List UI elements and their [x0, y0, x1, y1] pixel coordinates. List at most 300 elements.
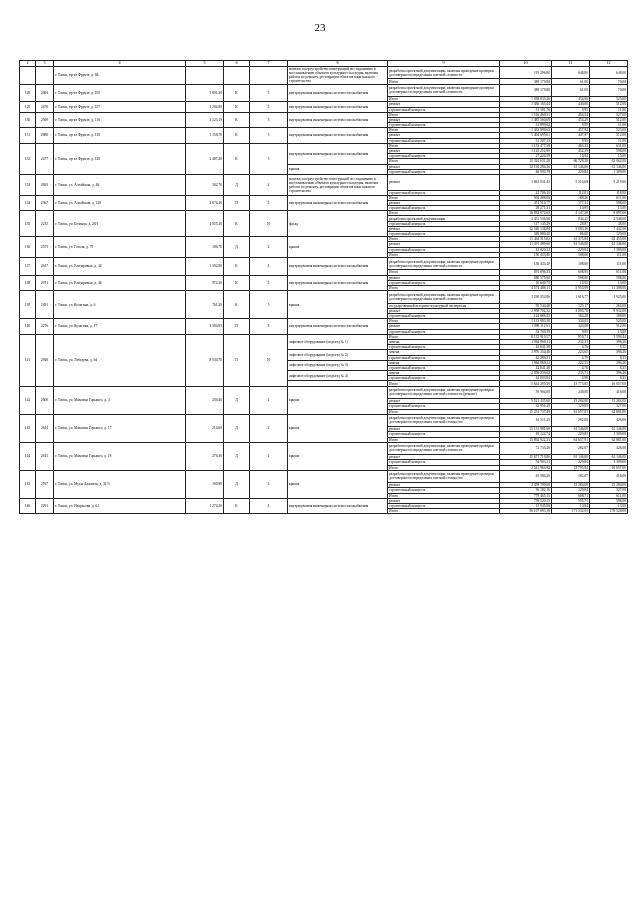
cost-value: 42 041,38 — [500, 365, 552, 370]
work-type: строительный контроль — [388, 123, 500, 128]
max-unit-cost: 1 309,00 — [590, 169, 628, 174]
col-header: 5 — [186, 61, 224, 67]
work-type: разработка проектной документации — [388, 216, 500, 221]
max-unit-cost: 16 057,00 — [590, 381, 628, 386]
unit-cost: 595,71 — [552, 498, 590, 503]
max-unit-cost: 15 284,00 — [590, 399, 628, 404]
max-unit-cost: 396,26 — [590, 371, 628, 376]
cost-value: 72 733,26 — [500, 442, 552, 454]
unit-cost: 129,84 — [552, 488, 590, 493]
house-id: 2617 — [36, 257, 54, 275]
max-unit-cost: 61 146,00 — [590, 455, 628, 460]
cost-value: 1 433 899,62 — [500, 128, 552, 133]
wall-material: Д — [224, 174, 250, 195]
unit-cost: 9,95 — [552, 329, 590, 334]
cost-value: 61 511,25 — [500, 414, 552, 426]
work-type: ремонт — [388, 226, 500, 231]
max-unit-cost: 512,00 — [590, 324, 628, 329]
work-element: лифтовое оборудование (подъезд № 3) — [288, 360, 388, 370]
unit-cost: 28,87 — [552, 221, 590, 226]
unit-cost: 4,79 — [552, 355, 590, 360]
col-header: 11 — [552, 61, 590, 67]
max-unit-cost: 631,00 — [590, 143, 628, 148]
unit-cost: 61,00 — [552, 84, 590, 96]
unit-cost: 1 616,77 — [552, 291, 590, 303]
work-type: строительный контроль — [388, 138, 500, 143]
work-type: Итого — [388, 159, 500, 164]
floors: 5 — [250, 143, 288, 174]
work-element: крыша — [288, 442, 388, 470]
unit-cost: 4,76 — [552, 365, 590, 370]
total-area: 761,20 — [186, 291, 224, 319]
cost-value: 389 179,80 — [500, 79, 552, 84]
max-unit-cost: 13,00 — [590, 503, 628, 508]
max-unit-cost: 61 146,00 — [590, 427, 628, 432]
cost-value: 779 465,15 — [500, 493, 552, 498]
row-number: 135 — [20, 211, 36, 237]
work-type: строительный контроль — [388, 329, 500, 334]
work-type: Итого — [388, 252, 500, 257]
cost-value: 1 516 460,31 — [500, 112, 552, 117]
row-number: 145 — [20, 470, 36, 498]
max-unit-cost: 598,00 — [590, 149, 628, 154]
cost-value: 22 706,10 — [500, 190, 552, 195]
unit-cost: 15 775,85 — [552, 381, 590, 386]
work-type: Итого — [388, 97, 500, 102]
max-unit-cost: 129,00 — [590, 232, 628, 237]
house-id: 2767 — [36, 470, 54, 498]
unit-cost: 9,95 — [552, 138, 590, 143]
wall-material: Д — [224, 237, 250, 258]
max-unit-cost: 1 309,00 — [590, 432, 628, 437]
unit-cost: 454,29 — [552, 117, 590, 122]
cost-value: 5 634 295,39 — [500, 381, 552, 386]
cost-value: 31 899,62 — [500, 123, 552, 128]
total-area: 302,70 — [186, 174, 224, 195]
max-unit-cost: 11 308,00 — [590, 286, 628, 291]
cost-value: 580 575,60 — [500, 275, 552, 280]
work-element: внутридомовая инженерная система газоснабжения — [288, 319, 388, 335]
unit-cost: 15 284,00 — [552, 483, 590, 488]
wall-material: К — [224, 112, 250, 128]
row-number: 143 — [20, 414, 36, 442]
floors: 4 — [250, 498, 288, 514]
work-element: внутридомовая инженерная система газоснабжения — [288, 112, 388, 128]
col-header: 12 — [590, 61, 628, 67]
wall-material: К — [224, 128, 250, 144]
total-area: 1 392,80 — [186, 257, 224, 275]
work-type: строительный контроль — [388, 221, 500, 226]
total-area: 3 158,70 — [186, 128, 224, 144]
cost-value: 2 459 199,60 — [500, 483, 552, 488]
floors: 5 — [250, 102, 288, 112]
work-element: внутридомовая инженерная система газоснабжения — [288, 257, 388, 275]
max-unit-cost: 327,00 — [590, 404, 628, 409]
cost-value: 59 904,00 — [500, 386, 552, 398]
table-body — [20, 67, 628, 514]
cost-value: 15 251 737,49 — [500, 409, 552, 414]
house-id — [36, 67, 54, 85]
cost-value: 32 956,29 — [500, 404, 552, 409]
house-id: 2615 — [36, 442, 54, 470]
max-unit-cost: 62 881,00 — [590, 437, 628, 442]
cost-value: 503 488,08 — [500, 195, 552, 200]
max-unit-cost: 598,00 — [590, 200, 628, 205]
work-element: монтаж и переустройство конструкций по сохранению и восстановлению объектов культурного наследия, включая работы по ремонту, реставрации объектов капитального строительства — [288, 174, 388, 195]
work-type: Итого — [388, 270, 500, 275]
unit-cost: 844,25 — [552, 216, 590, 221]
unit-cost: 61 657,91 — [552, 409, 590, 414]
wall-material: Д — [224, 442, 250, 470]
max-unit-cost: 527,00 — [590, 112, 628, 117]
row-number: 144 — [20, 442, 36, 470]
cost-value: 2 541 964,92 — [500, 465, 552, 470]
max-unit-cost: 8,35 — [590, 355, 628, 360]
max-unit-cost: 327,00 — [590, 488, 628, 493]
table-row — [20, 470, 628, 482]
cost-value: 16 832 072,63 — [500, 211, 552, 216]
work-element: внутридомовая инженерная система газоснабжения — [288, 128, 388, 144]
address: г. Томск, ул. Гоголя, д. 79 — [54, 237, 186, 258]
cost-value: 31 207,23 — [500, 138, 552, 143]
floors: 5 — [250, 275, 288, 291]
house-id: 2477 — [36, 143, 54, 174]
house-id: 2276 — [36, 319, 54, 335]
cost-value: 1 061 031,45 — [500, 174, 552, 190]
cost-value: 1 485 560,69 — [500, 117, 552, 122]
unit-cost: 598,00 — [552, 275, 590, 280]
work-element: крыша — [288, 291, 388, 319]
max-unit-cost: 62 881,00 — [590, 409, 628, 414]
address: г. Томск, пр-кт Фрунзе, д. 6Б — [54, 67, 186, 85]
cost-value: 95 544,40 — [500, 303, 552, 308]
floors: 5 — [250, 84, 288, 102]
table-row — [20, 195, 628, 200]
floors: 3 — [250, 470, 288, 498]
unit-cost: 434,96 — [552, 97, 590, 102]
floors: 5 — [250, 291, 288, 319]
address: г. Томск, пр-кт Фрунзе, д. 116 — [54, 112, 186, 128]
max-unit-cost: 598,00 — [590, 275, 628, 280]
work-type: строительный контроль — [388, 432, 500, 437]
house-id: 2569 — [36, 112, 54, 128]
address: г. Томск, ул. Елизаровых, д. 44 — [54, 257, 186, 275]
wall-material: П — [224, 319, 250, 335]
work-type: строительный контроль — [388, 355, 500, 360]
cost-value: 15 671 719,80 — [500, 455, 552, 460]
address: г. Томск, ул. Лебедева, д. 64 — [54, 334, 186, 386]
work-type: ремонт — [388, 149, 500, 154]
work-element: лифтовое оборудование (подъезд № 1) — [288, 334, 388, 350]
cost-value: 1 976 154,46 — [500, 350, 552, 355]
work-element: лифтовое оборудование (подъезд № 4) — [288, 371, 388, 381]
row-number: 128 — [20, 84, 36, 102]
col-header: 2 — [20, 61, 36, 67]
unit-cost: 10,94 — [552, 503, 590, 508]
total-area: 8 530,70 — [186, 334, 224, 386]
cost-value: 119 296,80 — [500, 67, 552, 79]
col-header: 7 — [250, 61, 288, 67]
unit-cost: 240,00 — [552, 386, 590, 398]
work-element: крыша — [288, 164, 388, 174]
unit-cost: 61 146,00 — [552, 427, 590, 432]
house-id: 2614 — [36, 414, 54, 442]
work-type: строительный контроль — [388, 503, 500, 508]
max-unit-cost: 8 932,00 — [590, 308, 628, 313]
unit-cost: 222,53 — [552, 360, 590, 365]
wall-material: К — [224, 84, 250, 102]
cost-value: 3 451 536,90 — [500, 216, 552, 221]
work-type: замена — [388, 339, 500, 344]
cost-value: 150 433,40 — [500, 252, 552, 257]
table-row — [20, 143, 628, 148]
work-type: ремонт — [388, 498, 500, 503]
address: г. Томск, ул. Беленца, д. 28/1 — [54, 211, 186, 237]
max-unit-cost: 5 219,00 — [590, 174, 628, 190]
house-id: 2575 — [36, 237, 54, 258]
cost-value: 1 436 165,44 — [500, 102, 552, 107]
work-type: строительный контроль — [388, 107, 500, 112]
max-unit-cost: 611,00 — [590, 493, 628, 498]
total-area: 2 487,40 — [186, 143, 224, 174]
max-unit-cost: 13,00 — [590, 280, 628, 285]
max-unit-cost: 70,00 — [590, 84, 628, 96]
unit-cost: 15 284,00 — [552, 399, 590, 404]
cost-value: 44 003,84 — [500, 376, 552, 381]
work-type: ремонт — [388, 308, 500, 313]
unit-cost: 108,00 — [552, 252, 590, 257]
unit-cost: 5 214,69 — [552, 174, 590, 190]
unit-cost: 232,33 — [552, 339, 590, 344]
work-type: разработка проектной документации, включая проведение проверки достоверности определения сметной стоимости — [388, 67, 500, 79]
max-unit-cost: 63 062,00 — [590, 159, 628, 164]
col-header: 3 — [36, 61, 54, 67]
work-element: внутридомовая инженерная система газоснабжения — [288, 498, 388, 514]
wall-material: Д — [224, 470, 250, 498]
max-unit-cost: 61 146,00 — [590, 164, 628, 169]
unit-cost: 4 147,28 — [552, 211, 590, 216]
wall-material: К — [224, 275, 250, 291]
unit-cost: 950,71 — [552, 334, 590, 339]
row-number: 130 — [20, 112, 36, 128]
work-type: Итого — [388, 334, 500, 339]
work-type: разработка проектной документации, включая проведение проверки достоверности определения сметной стоимости — [388, 84, 500, 96]
address: г. Томск, ул. Елизаровых, д. 46 — [54, 275, 186, 291]
max-unit-cost: 2 548,00 — [590, 216, 628, 221]
address: г. Томск, пр-кт Фрунзе, д. 118 — [54, 128, 186, 144]
work-type: ремонт — [388, 275, 500, 280]
total-area: 4 055,10 — [186, 211, 224, 237]
cost-value: 2 958 702,32 — [500, 308, 552, 313]
unit-cost: 463,33 — [552, 143, 590, 148]
wall-material: К — [224, 291, 250, 319]
work-type: замена — [388, 350, 500, 355]
row-number: 138 — [20, 275, 36, 291]
floors: 10 — [250, 334, 288, 386]
cost-value: 1 964 860,11 — [500, 339, 552, 344]
cost-value: 1 964 860,11 — [500, 360, 552, 365]
max-unit-cost: 648,00 — [590, 67, 628, 79]
address: г. Томск, ул. Кулагина, д. 17 — [54, 319, 186, 335]
work-type: ремонт — [388, 324, 500, 329]
table-row — [20, 414, 628, 426]
work-type: строительный контроль — [388, 404, 500, 409]
address: г. Томск, ул. Кулагина, д. 6 — [54, 291, 186, 319]
work-type: строительный контроль — [388, 488, 500, 493]
work-type: ремонт — [388, 455, 500, 460]
max-unit-cost: 15 284,00 — [590, 483, 628, 488]
max-unit-cost: 11,00 — [590, 123, 628, 128]
work-type: строительный контроль — [388, 345, 500, 350]
cost-value: 10 640,73 — [500, 280, 552, 285]
work-type: ремонт — [388, 174, 500, 190]
work-type: строительный контроль — [388, 460, 500, 465]
unit-cost: 125,17 — [552, 303, 590, 308]
cost-value: 29 271,31 — [500, 206, 552, 211]
col-header: 6 — [224, 61, 250, 67]
cost-value: 1 230 352,86 — [500, 291, 552, 303]
cost-value: 27 224,59 — [500, 154, 552, 159]
unit-cost: 457,92 — [552, 128, 590, 133]
address: г. Томск, ул. Некрасова, д. 61 — [54, 498, 186, 514]
unit-cost: 4,76 — [552, 345, 590, 350]
table-row — [20, 319, 628, 324]
wall-material: Д — [224, 386, 250, 414]
total-area: 3 394,95 — [186, 319, 224, 335]
cost-value: 33 769,39 — [500, 329, 552, 334]
unit-cost: 15 795,94 — [552, 465, 590, 470]
cost-value: 5 521 435,60 — [500, 399, 552, 404]
unit-cost: 61 146,00 — [552, 242, 590, 247]
floors: 4 — [250, 257, 288, 275]
cost-value: 150 433,40 — [500, 257, 552, 269]
work-element: внутридомовая инженерная система газоснабжения — [288, 275, 388, 291]
cost-value: 42 289,51 — [500, 355, 552, 360]
table-row — [20, 211, 628, 216]
unit-cost: 229,85 — [552, 432, 590, 437]
work-type: Итого — [388, 319, 500, 324]
cost-value: 11 391 499,60 — [500, 242, 552, 247]
work-type: ремонт — [388, 242, 500, 247]
work-type: строительный контроль — [388, 314, 500, 319]
house-id: 2971 — [36, 275, 54, 291]
address: г. Томск, ул. Алтайская, д. 120 — [54, 195, 186, 211]
max-unit-cost: 512,00 — [590, 102, 628, 107]
house-id: 2600 — [36, 386, 54, 414]
unit-cost: 229,84 — [552, 169, 590, 174]
max-unit-cost: 416,00 — [590, 386, 628, 398]
unit-cost: 5 953,99 — [552, 286, 590, 291]
max-unit-cost: 1 594,44 — [590, 334, 628, 339]
unit-cost: 440,00 — [552, 102, 590, 107]
cost-value: 46 593,78 — [500, 169, 552, 174]
work-type: Итого — [388, 79, 500, 84]
total-area: 3 801,30 — [186, 84, 224, 102]
work-type: замена — [388, 371, 500, 376]
cost-value: 1 038 035,20 — [500, 97, 552, 102]
work-type: Итого — [388, 437, 500, 442]
floors: 5 — [250, 319, 288, 335]
unit-cost: 608,95 — [552, 270, 590, 275]
work-element: крыша — [288, 414, 388, 442]
unit-cost: 9,95 — [552, 107, 590, 112]
work-type: разработка проектной документации, включая проведение проверки достоверности определения сметной стоимости — [388, 470, 500, 482]
address: г. Томск, пр-кт Фрунзе, д. 120 — [54, 143, 186, 174]
work-element: монтаж и переустройство конструкций по сохранению и восстановлению объектов культурного наследия, включая работы по ремонту, реставрации объектов капитального строительства — [288, 67, 388, 85]
work-element: фасад — [288, 211, 388, 237]
max-unit-cost: 11,00 — [590, 107, 628, 112]
table-row — [20, 291, 628, 303]
work-element: крыша — [288, 470, 388, 498]
work-type: Итого — [388, 112, 500, 117]
work-type: разработка проектной документации, включая проведение проверки достоверности определения сметной стоимости — [388, 257, 500, 269]
total-area: 186,70 — [186, 237, 224, 258]
floors: 2 — [250, 237, 288, 258]
unit-cost: 177,31 — [552, 200, 590, 205]
floors: 5 — [250, 112, 288, 128]
unit-cost: 233,71 — [552, 371, 590, 376]
address: г. Томск, ул. Мусы Джалиля, д. 31/3 — [54, 470, 186, 498]
floors: 2 — [250, 174, 288, 195]
unit-cost: 10,94 — [552, 154, 590, 159]
house-id: 2940 — [36, 334, 54, 386]
work-type: ремонт — [388, 117, 500, 122]
unit-cost: 112,01 — [552, 190, 590, 195]
floors: 5 — [250, 128, 288, 144]
address: г. Томск, ул. Максима Горького, д. 18 — [54, 442, 186, 470]
col-header: 4 — [54, 61, 186, 67]
work-type: Итого — [388, 465, 500, 470]
max-unit-cost: 525,00 — [590, 97, 628, 102]
max-unit-cost: 396,26 — [590, 360, 628, 365]
total-area: 276,30 — [186, 442, 224, 470]
work-type: Итого — [388, 195, 500, 200]
max-unit-cost: 611,00 — [590, 195, 628, 200]
max-unit-cost: 264,00 — [590, 303, 628, 308]
wall-material: П — [224, 334, 250, 386]
unit-cost: 282,07 — [552, 442, 590, 454]
cost-value: 1 133 883,30 — [500, 319, 552, 324]
row-number: 140 — [20, 319, 36, 335]
unit-cost: 229,84 — [552, 460, 590, 465]
house-id: 2235 — [36, 211, 54, 237]
cost-value: 15 892 922,33 — [500, 437, 552, 442]
max-unit-cost: 598,00 — [590, 498, 628, 503]
row-number: 134 — [20, 195, 36, 211]
work-element: крыша — [288, 237, 388, 258]
max-unit-cost: 111,00 — [590, 257, 628, 269]
total-area: 160,90 — [186, 470, 224, 498]
work-element: внутридомовая инженерная система газоснабжения — [288, 195, 388, 211]
wall-material: К — [224, 143, 250, 174]
unit-cost: 10,95 — [552, 206, 590, 211]
work-type: ремонт — [388, 200, 500, 205]
work-type: строительный контроль — [388, 365, 500, 370]
cost-value: 11 434 315,02 — [500, 237, 552, 242]
unit-cost: 61 657,91 — [552, 437, 590, 442]
floors: 2 — [250, 442, 288, 470]
cost-value: 36 182,16 — [500, 488, 552, 493]
row-number: 142 — [20, 386, 36, 414]
house-id: 2291 — [36, 498, 54, 514]
cost-value: 56 107 093,18 — [500, 509, 552, 514]
address: г. Томск, пр-кт Фрунзе, д. 107 — [54, 102, 186, 112]
unit-cost: 10,95 — [552, 280, 590, 285]
work-type: замена — [388, 360, 500, 365]
work-type: строительный контроль — [388, 232, 500, 237]
floors: 10 — [250, 211, 288, 237]
cost-value: 474 516,77 — [500, 200, 552, 205]
